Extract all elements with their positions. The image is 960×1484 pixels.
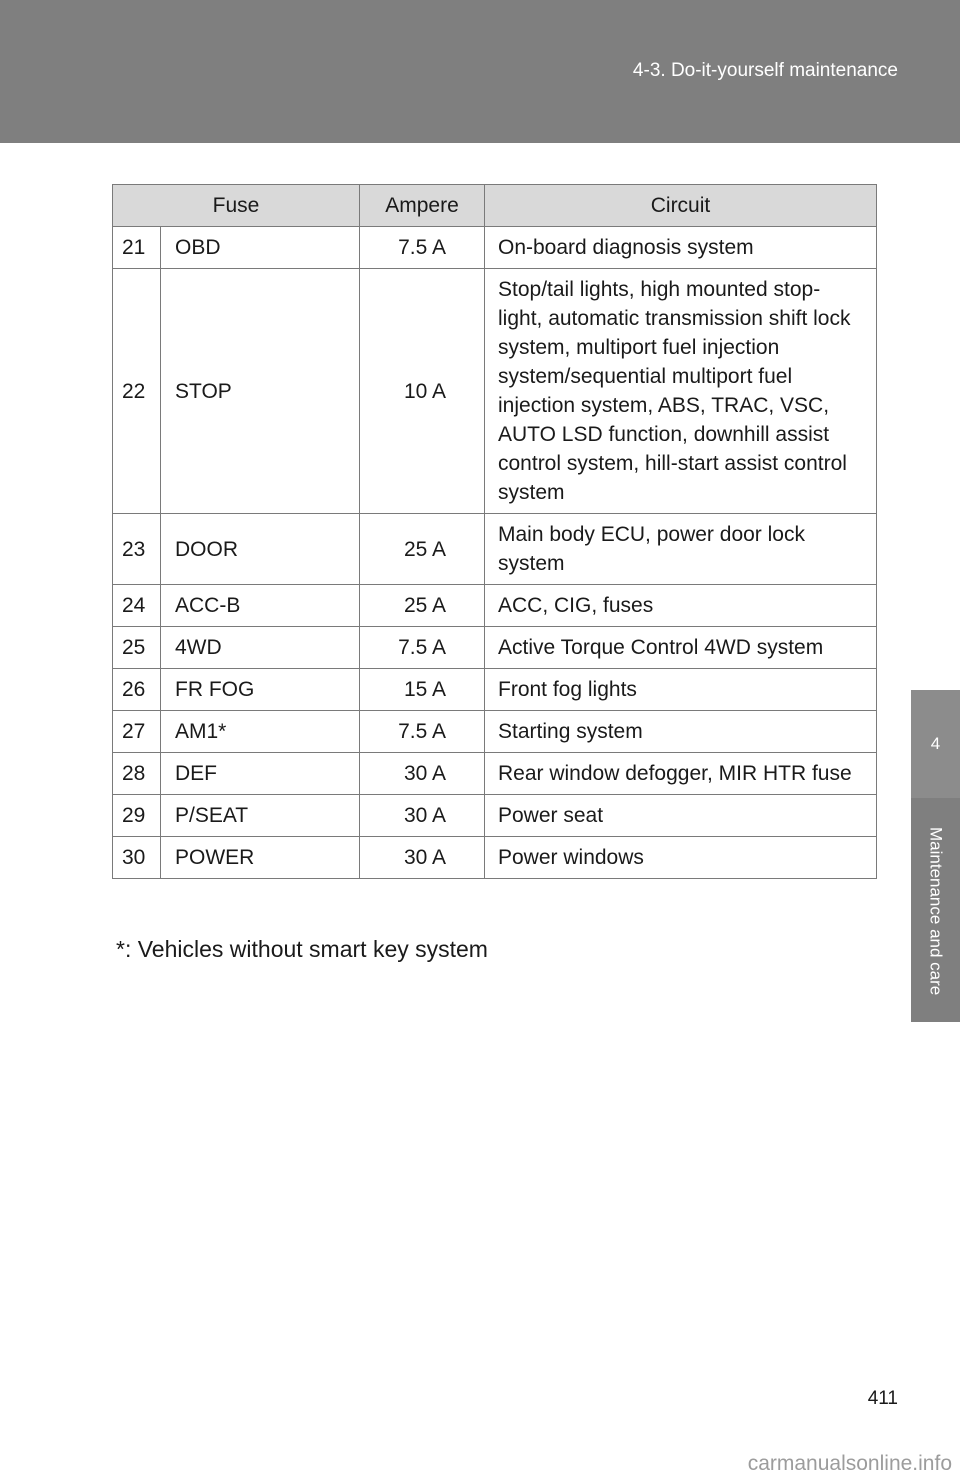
fuse-name: STOP (161, 269, 360, 514)
watermark: carmanualsonline.info (747, 1452, 952, 1475)
fuse-circuit: Active Torque Control 4WD system (485, 627, 877, 669)
fuse-number: 24 (113, 585, 161, 627)
fuse-circuit: Front fog lights (485, 669, 877, 711)
fuse-circuit: Power seat (485, 795, 877, 837)
fuse-circuit: Rear window defogger, MIR HTR fuse (485, 753, 877, 795)
table-row (113, 711, 877, 753)
fuse-name: P/SEAT (161, 795, 360, 837)
fuse-circuit: Starting system (485, 711, 877, 753)
fuse-number: 22 (113, 269, 161, 514)
chapter-label-wrap (911, 800, 960, 1022)
fuse-name: DOOR (161, 514, 360, 585)
header-ampere: Ampere (360, 185, 485, 227)
fuse-number: 27 (113, 711, 161, 753)
fuse-circuit: ACC, CIG, fuses (485, 585, 877, 627)
table-row (113, 227, 877, 269)
fuse-number: 29 (113, 795, 161, 837)
fuse-name: POWER (161, 837, 360, 879)
table-row (113, 753, 877, 795)
fuse-number: 26 (113, 669, 161, 711)
table-row (113, 585, 877, 627)
fuse-circuit: Stop/tail lights, high mounted stop-light, automatic transmission shift lock system, multiport fuel injection system/sequential multiport fuel injection system, ABS, TRAC, VSC, AUTO LSD function, downhill assist control system, hill-start assist control system (485, 269, 877, 514)
fuse-circuit: On-board diagnosis system (485, 227, 877, 269)
fuse-ampere: 15 A (360, 669, 485, 711)
fuse-circuit: Main body ECU, power door lock system (485, 514, 877, 585)
fuse-ampere: 30 A (360, 837, 485, 879)
fuse-ampere: 10 A (360, 269, 485, 514)
fuse-ampere: 30 A (360, 795, 485, 837)
fuse-name: FR FOG (161, 669, 360, 711)
header-circuit: Circuit (485, 185, 877, 227)
fuse-number: 23 (113, 514, 161, 585)
page-number: 411 (867, 1388, 898, 1409)
table-row (113, 795, 877, 837)
fuse-ampere: 7.5 A (360, 627, 485, 669)
fuse-ampere: 7.5 A (360, 711, 485, 753)
table-row (113, 837, 877, 879)
table-row (113, 627, 877, 669)
fuse-name: OBD (161, 227, 360, 269)
fuse-name: ACC-B (161, 585, 360, 627)
fuse-ampere: 7.5 A (360, 227, 485, 269)
fuse-number: 21 (113, 227, 161, 269)
fuse-number: 28 (113, 753, 161, 795)
chapter-label: Maintenance and care (926, 826, 946, 996)
header-band (0, 0, 960, 143)
section-title: 4-3. Do-it-yourself maintenance (632, 60, 898, 81)
header-fuse: Fuse (113, 185, 360, 227)
fuse-number: 25 (113, 627, 161, 669)
fuse-table (112, 184, 877, 879)
fuse-ampere: 25 A (360, 514, 485, 585)
fuse-circuit: Power windows (485, 837, 877, 879)
table-row (113, 669, 877, 711)
fuse-number: 30 (113, 837, 161, 879)
fuse-name: 4WD (161, 627, 360, 669)
footnote: *: Vehicles without smart key system (116, 936, 488, 962)
fuse-name: DEF (161, 753, 360, 795)
fuse-ampere: 30 A (360, 753, 485, 795)
fuse-ampere: 25 A (360, 585, 485, 627)
table-row (113, 269, 877, 514)
fuse-name: AM1* (161, 711, 360, 753)
chapter-number: 4 (911, 690, 960, 798)
table-header-row (113, 185, 877, 227)
table-row (113, 514, 877, 585)
chapter-side-tab (911, 690, 960, 1022)
